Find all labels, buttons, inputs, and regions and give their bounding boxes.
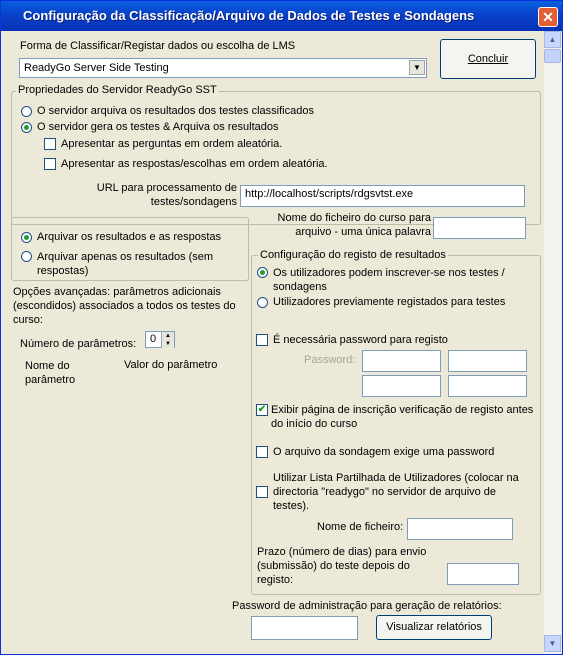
chevron-down-icon[interactable]: ▼ [409, 60, 425, 75]
course-file-name-label: Nome do ficheiro do curso para arquivo - uma única palavra [277, 212, 431, 238]
shared-file-name-label: Nome de ficheiro: [317, 521, 404, 533]
col-param-value: Valor do parâmetro [124, 359, 218, 371]
conclude-button[interactable] [440, 39, 536, 79]
num-params-stepper[interactable] [145, 331, 175, 348]
num-params-label: Número de parâmetros: [20, 338, 137, 350]
title-bar[interactable] [1, 1, 562, 31]
deadline-days-input[interactable] [447, 563, 519, 585]
radio-archive-results-answers-label: Arquivar os resultados e as respostas [37, 231, 222, 243]
radio-users-can-register-label: Os utilizadores podem inscrever-se nos testes / sondagens [273, 267, 505, 293]
radio-archive-results-answers[interactable] [21, 232, 32, 243]
conclude-button-label: Concluir [467, 53, 509, 65]
radio-archive-graded-label: O servidor arquiva os resultados dos testes classificados [37, 105, 314, 117]
registry-group-label: Configuração do registo de resultados [260, 249, 446, 261]
scroll-up-button[interactable] [544, 31, 561, 48]
radio-archive-results-only-label: Arquivar apenas os resultados (sem respostas) [37, 251, 214, 277]
radio-generate-tests-label: O servidor gera os testes & Arquiva os resultados [37, 121, 279, 133]
check-random-answers[interactable] [44, 158, 56, 170]
vertical-scrollbar[interactable] [544, 31, 561, 654]
spin-up-icon[interactable]: ▲ [161, 332, 174, 340]
check-password-required-label: É necessária password para registo [273, 334, 448, 346]
close-button[interactable] [538, 7, 558, 27]
lms-label: Forma de Classificar/Registar dados ou escolha de LMS [20, 40, 296, 52]
check-random-answers-label: Apresentar as respostas/escolhas em ordem aleatória. [61, 158, 328, 170]
check-shared-user-list-label: Utilizar Lista Partilhada de Utilizadores (colocar na directoria "readygo" no servidor de arquivo de testes). [273, 472, 519, 512]
view-reports-button-label: Visualizar relatórios [386, 621, 482, 633]
check-random-questions[interactable] [44, 138, 56, 150]
col-param-name: Nome do parâmetro [25, 360, 76, 386]
check-password-required[interactable] [256, 334, 268, 346]
deadline-label: Prazo (número de dias) para envio (submissão) do teste depois do registo: [257, 546, 427, 586]
radio-archive-graded[interactable] [21, 106, 32, 117]
password-input-3[interactable] [362, 375, 441, 397]
radio-archive-results-only[interactable] [21, 251, 32, 262]
check-random-questions-label: Apresentar as perguntas em ordem aleatória. [61, 138, 283, 150]
close-icon: ✕ [542, 9, 554, 25]
radio-preregistered-label: Utilizadores previamente registados para testes [273, 296, 506, 308]
check-shared-user-list[interactable] [256, 486, 268, 498]
lms-select[interactable] [19, 58, 427, 78]
password-label: Password: [304, 354, 356, 366]
radio-preregistered[interactable] [257, 297, 268, 308]
radio-generate-tests[interactable] [21, 122, 32, 133]
password-input-2[interactable] [448, 350, 527, 372]
window-title: Configuração da Classificação/Arquivo de Dados de Testes e Sondagens [23, 8, 475, 23]
dialog-body [1, 31, 562, 654]
spin-down-icon[interactable]: ▼ [161, 340, 174, 348]
admin-password-label: Password de administração para geração de relatórios: [232, 600, 502, 612]
scroll-up-icon: ▲ [548, 35, 557, 44]
shared-file-name-input[interactable] [407, 518, 513, 540]
scroll-down-button[interactable] [544, 635, 561, 652]
num-params-value: 0 [150, 333, 157, 345]
check-survey-password-label: O arquivo da sondagem exige uma password [273, 446, 495, 458]
check-icon: ✔ [257, 404, 267, 415]
check-show-registration-page[interactable] [256, 404, 268, 416]
lms-selected-value: ReadyGo Server Side Testing [24, 62, 169, 74]
view-reports-button[interactable] [376, 615, 492, 640]
password-input-4[interactable] [448, 375, 527, 397]
scroll-thumb[interactable] [544, 49, 561, 63]
admin-password-input[interactable] [251, 616, 358, 640]
check-show-registration-page-label: Exibir página de inscrição verificação de registo antes do início do curso [271, 404, 534, 430]
sst-group-label: Propriedades do Servidor ReadyGo SST [18, 84, 217, 96]
password-input-1[interactable] [362, 350, 441, 372]
radio-users-can-register[interactable] [257, 267, 268, 278]
scroll-down-icon: ▼ [548, 639, 557, 648]
url-label: URL para processamento de testes/sondagens [96, 182, 237, 208]
course-file-name-input[interactable] [433, 217, 526, 239]
advanced-options-description: Opções avançadas: parâmetros adicionais (escondidos) associados a todos os testes do curso: [13, 286, 236, 326]
url-input[interactable]: http://localhost/scripts/rdgsvtst.exe [240, 185, 525, 207]
check-survey-password[interactable] [256, 446, 268, 458]
